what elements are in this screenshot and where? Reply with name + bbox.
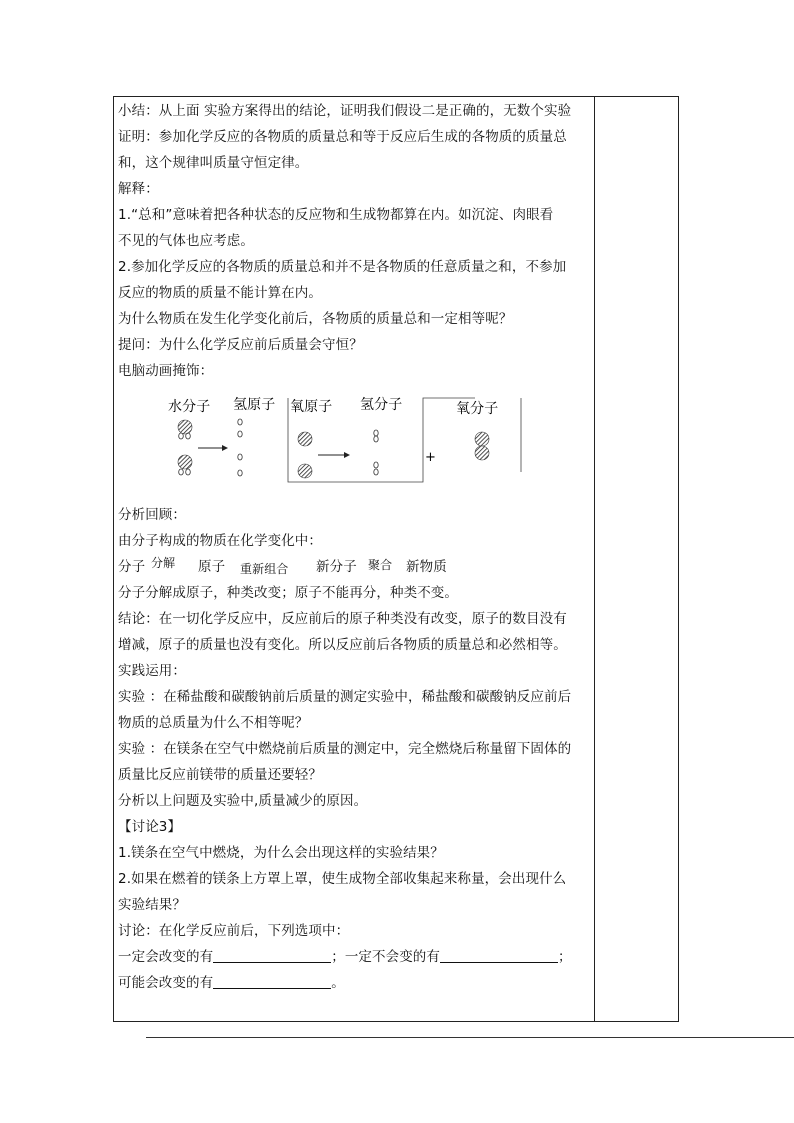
discussion-line: 实验结果？ [118, 897, 186, 913]
fill-blank-line [118, 944, 592, 970]
explain-line: 1.“总和”意味着把各种状态的反应物和生成物都算在内。如沉淀、肉眼看 [118, 207, 554, 223]
process-step: 原子 [198, 559, 226, 575]
process-step: 分解 [151, 556, 176, 570]
summary-line: 和，这个规律叫质量守恒定律。 [118, 155, 309, 171]
oxygen-molecule-icon [475, 432, 489, 460]
explain-line: 不见的气体也应考虑。 [118, 233, 254, 249]
process-step: 分子 [118, 559, 146, 575]
practice-line: 实验 ：在镁条在空气中燃烧前后质量的测定中，完全燃烧后称量留下固体的 [118, 741, 572, 757]
hydrogen-molecule-icon [374, 430, 378, 475]
separator: ； [558, 949, 572, 965]
summary-line: 证明：参加化学反应的各物质的质量总和等于反应后生成的各物质的质量总 [118, 129, 567, 145]
explain-title: 解释： [118, 181, 159, 197]
must-change-blank[interactable] [213, 946, 331, 963]
process-step: 聚合 [368, 558, 393, 572]
label-hydrogen-atom: 氢原子 [233, 397, 276, 413]
molecule-diagram [118, 384, 592, 502]
separator: ； [331, 949, 345, 965]
plus-sign: + [425, 450, 436, 465]
summary-line: 小结：从上面 实验方案得出的结论，证明我们假设二是正确的，无数个实验 [118, 103, 572, 119]
process-sequence [118, 554, 592, 580]
never-change-label: 一定不会变的有 [344, 949, 441, 965]
molecule-diagram-svg [118, 384, 592, 502]
arrow-right-icon [318, 452, 350, 458]
question-line: 为什么物质在发生化学变化前后，各物质的质量总和一定相等呢？ [118, 311, 513, 327]
fill-blank-line [118, 970, 592, 996]
process-step: 新分子 [316, 559, 357, 575]
conclusion-line: 结论：在一切化学反应中，反应前后的原子种类没有改变，原子的数目没有 [118, 611, 567, 627]
label-water-molecule: 水分子 [168, 399, 211, 415]
explain-line: 反应的物质的质量不能计算在内。 [118, 285, 322, 301]
must-change-label: 一定会改变的有 [118, 949, 214, 965]
end-mark: 。 [331, 975, 345, 991]
label-oxygen-atom: 氧原子 [290, 399, 333, 415]
discussion-prompt: 讨论：在化学反应前后，下列选项中： [118, 923, 350, 939]
review-note: 分子分解成原子，种类改变；原子不能再分，种类不变。 [118, 585, 458, 601]
practice-line: 质量比反应前镁带的质量还要轻？ [118, 767, 322, 783]
footer-rule [146, 1037, 794, 1038]
question-line: 提问：为什么化学反应前后质量会守恒？ [118, 337, 363, 353]
practice-line: 物质的总质量为什么不相等呢？ [118, 715, 309, 731]
discussion-line: 2.如果在燃着的镁条上方罩上罩，使生成物全部收集起来称量，会出现什么 [118, 871, 567, 887]
arrow-right-icon [198, 445, 228, 451]
lesson-content [118, 98, 592, 996]
discussion-title: 【讨论3】 [118, 819, 182, 835]
explain-line: 2.参加化学反应的各物质的质量总和并不是各物质的任意质量之和，不参加 [118, 259, 567, 275]
process-step: 新物质 [406, 559, 447, 575]
discussion-line: 1.镁条在空气中燃烧，为什么会出现这样的实验结果？ [118, 845, 444, 861]
conclusion-line: 增减，原子的质量也没有变化。所以反应前后各物质的质量总和必然相等。 [118, 637, 567, 653]
never-change-blank[interactable] [440, 946, 558, 963]
label-oxygen-molecule: 氧分子 [456, 401, 499, 417]
may-change-label: 可能会改变的有 [118, 975, 214, 991]
label-hydrogen-molecule: 氢分子 [360, 397, 403, 413]
practice-analysis: 分析以上问题及实验中,质量减少的原因。 [118, 793, 368, 809]
animation-title: 电脑动画掩饰： [118, 363, 214, 379]
oxygen-atoms-icon [298, 432, 312, 478]
water-molecule-icon [178, 455, 192, 475]
table-column-divider [594, 96, 595, 1022]
practice-title: 实践运用： [118, 663, 186, 679]
review-title: 分析回顾： [118, 507, 186, 523]
may-change-blank[interactable] [213, 972, 331, 989]
practice-line: 实验 ：在稀盐酸和碳酸钠前后质量的测定实验中，稀盐酸和碳酸钠反应前后 [118, 689, 572, 705]
water-molecule-icon [178, 420, 192, 439]
process-step: 重新组合 [240, 562, 289, 576]
hydrogen-atoms-icon [238, 419, 242, 476]
review-intro: 由分子构成的物质在化学变化中： [118, 533, 322, 549]
